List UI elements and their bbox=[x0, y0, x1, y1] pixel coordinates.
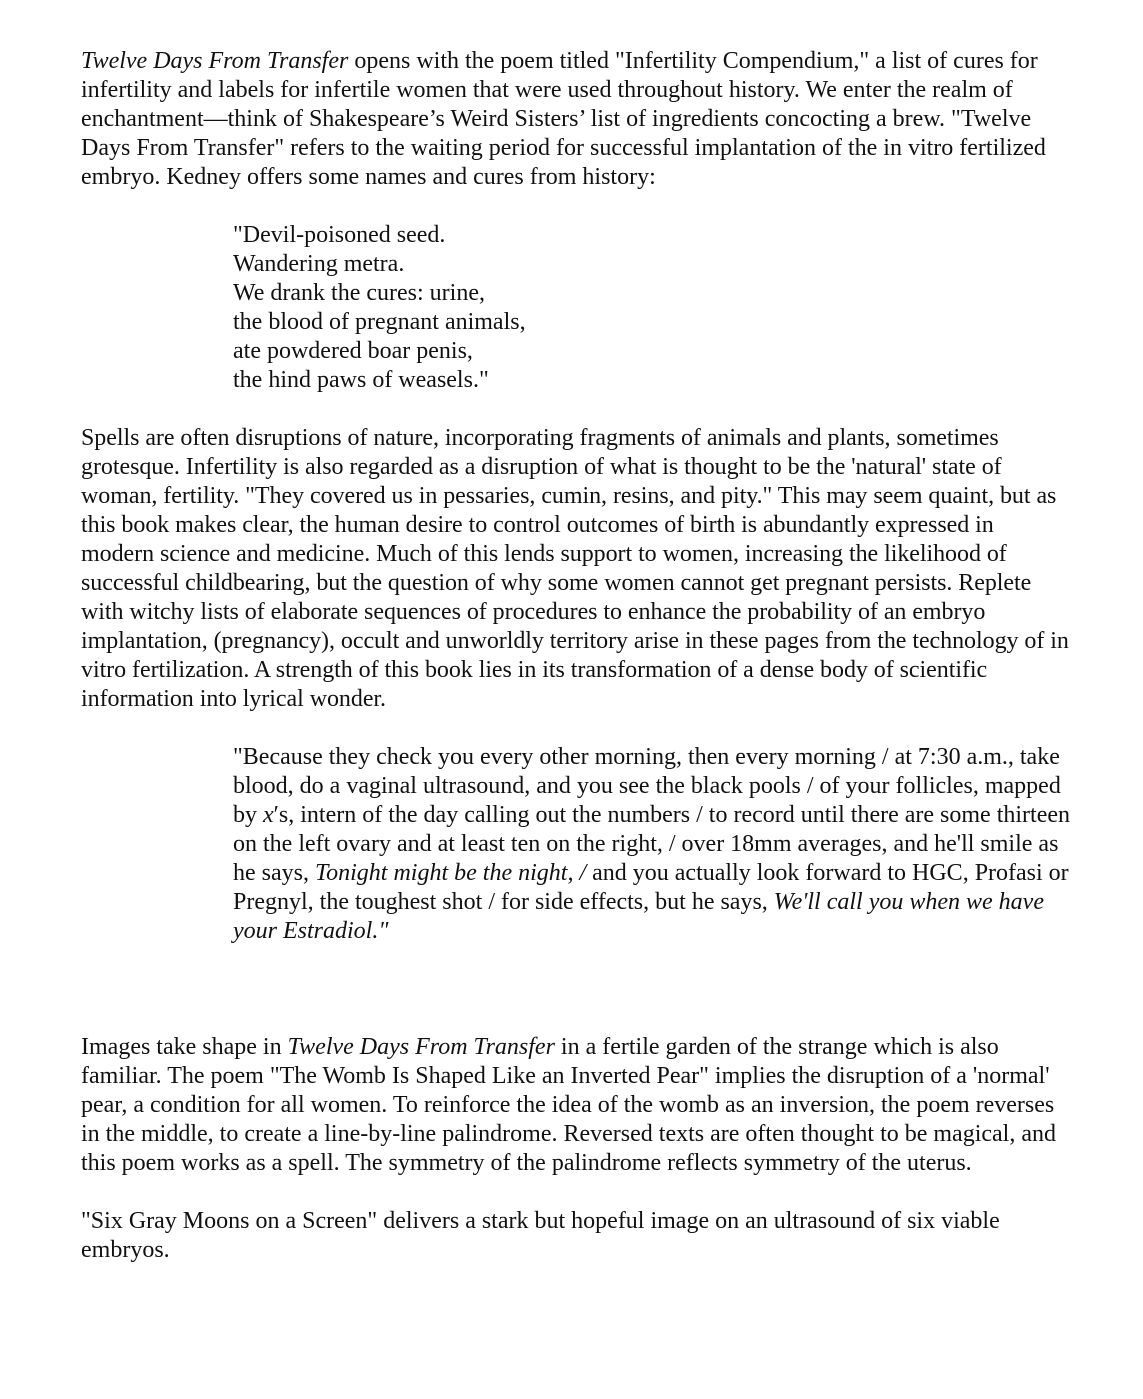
poem-quote-infertility-compendium bbox=[233, 221, 1083, 395]
images-paragraph-text: Images take shape in bbox=[81, 1034, 288, 1060]
images-paragraph bbox=[81, 1033, 1071, 1178]
quote-italic-text: We'll call you when we have your Estradiol." bbox=[233, 889, 1044, 944]
poem-line: "Devil-poisoned seed. bbox=[233, 222, 446, 248]
spells-paragraph: Spells are often disruptions of nature, incorporating fragments of animals and plants, sometimes grotesque. Infertility is also regarded as a disruption of what is thought to be the 'natural' state of woman, fertility. "They covered us in pessaries, cumin, resins, and pity." This may seem quaint, but as this book makes clear, the human desire to control outcomes of birth is abundantly expressed in modern science and medicine. Much of this lends support to women, increasing the likelihood of successful childbearing, but the question of why some women cannot get pregnant persists. Replete with witchy lists of elaborate sequences of procedures to enhance the probability of an embryo implantation, (pregnancy), occult and unworldly territory arise in these pages from the technology of in vitro fertilization. A strength of this book lies in its transformation of a dense body of scientific information into lyrical wonder. bbox=[81, 425, 1069, 712]
images-paragraph-text: in a fertile garden of the strange which is also familiar. The poem "The Womb Is Shaped Like an Inverted Pear" implies the disruption of a 'normal' pear, a condition for all women. To reinforce the idea of the womb as an inversion, the poem reverses in the middle, to create a line-by-line palindrome. Reversed texts are often thought to be magical, and this poem works as a spell. The symmetry of the palindrome reflects symmetry of the uterus. bbox=[81, 1034, 1056, 1176]
quote-text: ′s, intern of the day calling out the numbers / to record until there are some thirteen on the left ovary and at least ten on the right, / over 18mm averages, and he'll smile as he says, bbox=[233, 802, 1070, 886]
six-gray-moons-paragraph: "Six Gray Moons on a Screen" delivers a stark but hopeful image on an ultrasound of six viable embryos. bbox=[81, 1208, 1000, 1263]
poem-quote-procedures bbox=[233, 743, 1073, 946]
poem-line: We drank the cures: urine, bbox=[233, 280, 485, 306]
book-title-italic: Twelve Days From Transfer bbox=[81, 48, 349, 74]
book-title-italic: Twelve Days From Transfer bbox=[287, 1034, 555, 1060]
intro-paragraph-text: opens with the poem titled "Infertility Compendium," a list of cures for infertility and labels for infertile women that were used throughout history. We enter the realm of enchantment—think of Shakespeare’s Weird Sisters’ list of ingredients concocting a brew. "Twelve Days From Transfer" refers to the waiting period for successful implantation of the in vitro fertilized embryo. Kedney offers some names and cures from history: bbox=[81, 48, 1046, 190]
poem-line: ate powdered boar penis, bbox=[233, 338, 473, 364]
poem-line: the hind paws of weasels." bbox=[233, 367, 489, 393]
intro-paragraph bbox=[81, 47, 1071, 192]
quote-text: "Because they check you every other morning, then every morning / at 7:30 a.m., take blood, do a vaginal ultrasound, and you see the black pools / of your follicles, mapped by bbox=[233, 744, 1061, 828]
quote-text: and you actually look forward to HGC, Profasi or Pregnyl, the toughest shot / for side effects, but he says, bbox=[233, 860, 1069, 915]
quote-italic-x: x bbox=[263, 802, 274, 828]
poem-line: Wandering metra. bbox=[233, 251, 405, 277]
poem-line: the blood of pregnant animals, bbox=[233, 309, 526, 335]
quote-italic-text: Tonight might be the night, / bbox=[314, 860, 593, 886]
